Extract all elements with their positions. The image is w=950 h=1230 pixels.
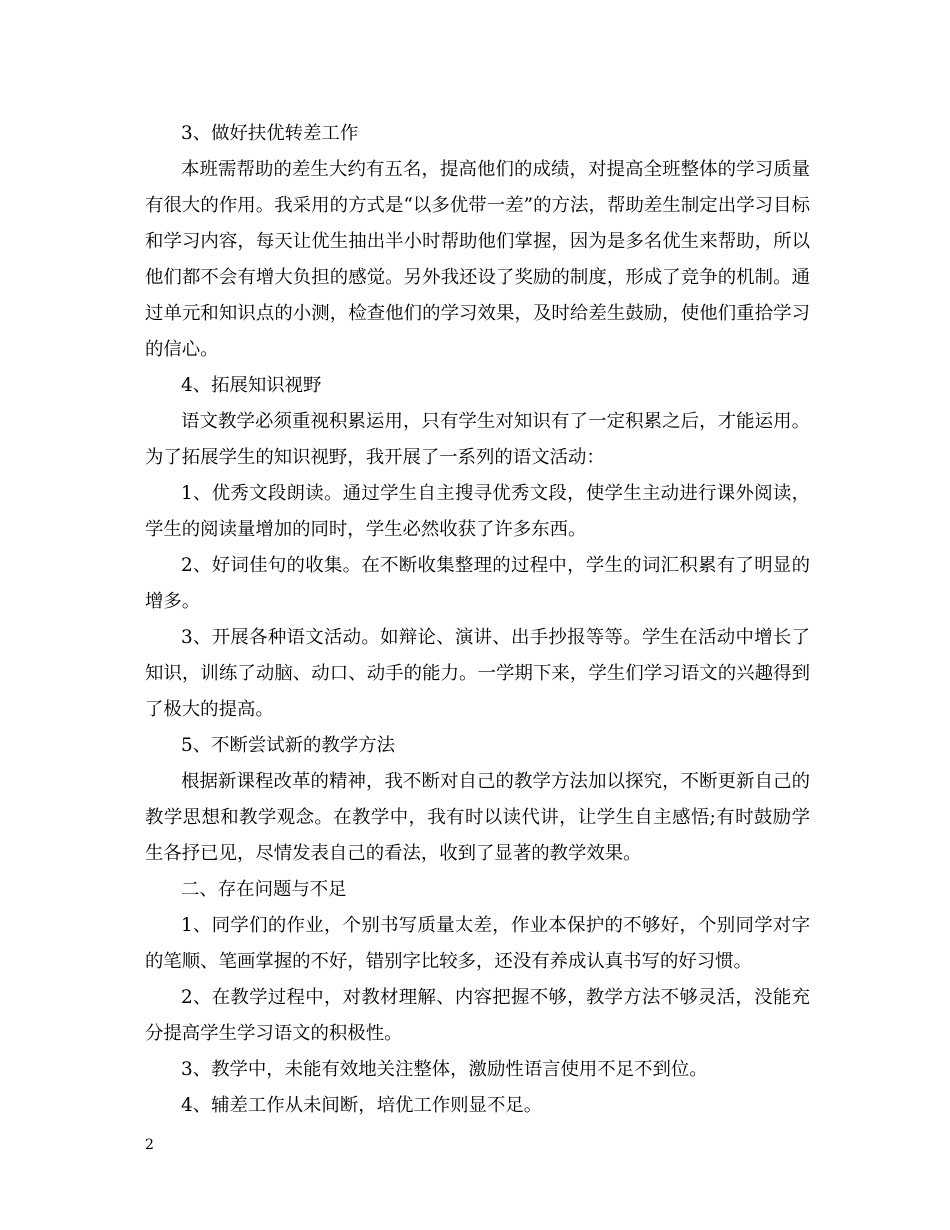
heading-support-excellent-students: 3、做好扶优转差工作 — [181, 123, 359, 144]
paragraph-tutoring-method: 本班需帮助的差生大约有五名，提高他们的成绩，对提高全班整体的学习质量有很大的作用。我采用的方式是“以多优带一差”的方法，帮助差生制定出学习目标和学习内容，每天让优生抽出半小时帮助他们掌握，因为是多名优生来帮助，所以他们都不会有增大负担的感觉。另外我还设了奖励的制度，形成了竞争的机制。通过单元和知识点的小测，检查他们的学习效果，及时给差生鼓励，使他们重拾学习的信心。 — [145, 159, 810, 360]
heading-problems-and-shortcomings: 二、存在问题与不足 — [181, 879, 347, 900]
list-item-teaching-process: 2、在教学过程中，对教材理解、内容把握不够，教学方法不够灵活，没能充分提高学生学习语文的积极性。 — [145, 987, 810, 1044]
heading-expand-knowledge: 4、拓展知识视野 — [181, 375, 322, 396]
body-text — [145, 116, 810, 1124]
page-number: 2 — [145, 1137, 154, 1153]
heading-new-teaching-methods: 5、不断尝试新的教学方法 — [181, 735, 395, 756]
paragraph-teaching-methods: 根据新课程改革的精神，我不断对自己的教学方法加以探究，不断更新自己的教学思想和教学观念。在教学中，我有时以读代讲，让学生自主感悟;有时鼓励学生各抒已见，尽情发表自己的看法，收到了显著的教学效果。 — [145, 771, 810, 864]
paragraph-chinese-activities-intro: 语文教学必须重视积累运用，只有学生对知识有了一定积累之后，才能运用。为了拓展学生的知识视野，我开展了一系列的语文活动： — [145, 411, 810, 468]
list-item-attention-to-whole: 3、教学中，未能有效地关注整体，激励性语言使用不足不到位。 — [181, 1059, 708, 1080]
list-item-collecting-phrases: 2、好词佳句的收集。在不断收集整理的过程中，学生的词汇积累有了明显的增多。 — [145, 555, 810, 612]
list-item-chinese-activities: 3、开展各种语文活动。如辩论、演讲、出手抄报等等。学生在活动中增长了知识，训练了动脑、动口、动手的能力。一学期下来，学生们学习语文的兴趣得到了极大的提高。 — [145, 627, 810, 720]
list-item-tutoring-work: 4、辅差工作从未间断，培优工作则显不足。 — [181, 1095, 543, 1116]
list-item-homework-quality: 1、同学们的作业，个别书写质量太差，作业本保护的不够好，个别同学对字的笔顺、笔画掌握的不好，错别字比较多，还没有养成认真书写的好习惯。 — [145, 915, 810, 972]
list-item-reading-aloud: 1、优秀文段朗读。通过学生自主搜寻优秀文段，使学生主动进行课外阅读，学生的阅读量增加的同时，学生必然收获了许多东西。 — [145, 483, 810, 540]
